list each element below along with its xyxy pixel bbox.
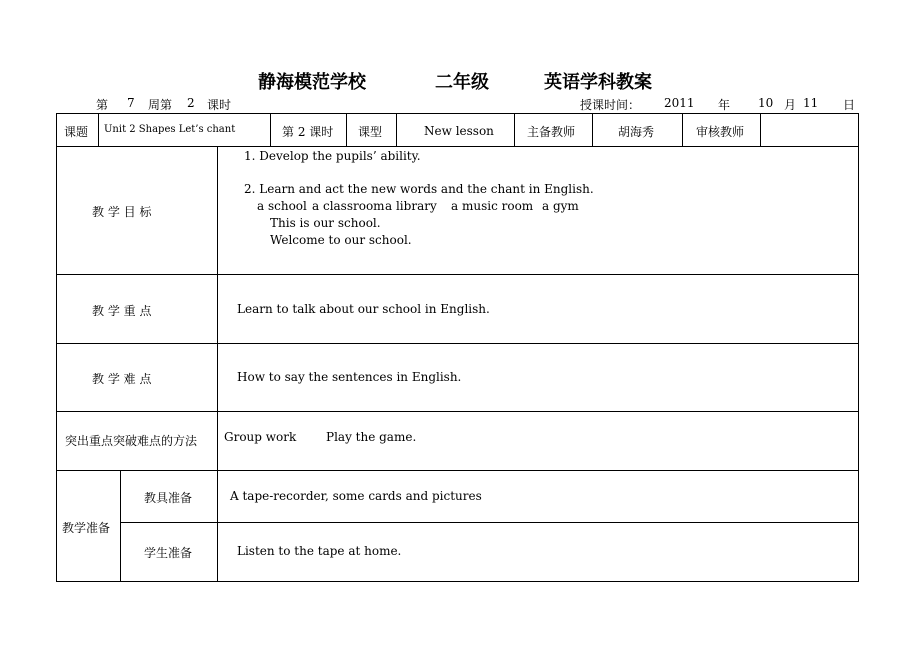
key-points-value: Learn to talk about our school in English.: [237, 302, 490, 316]
week-number: 7: [127, 96, 135, 110]
difficulties-value: How to say the sentences in English.: [237, 370, 462, 384]
table-rule: [56, 274, 859, 275]
table-rule: [270, 113, 271, 146]
table-rule: [56, 113, 57, 582]
objectives-label: 教 学 目 标: [92, 205, 152, 219]
main-teacher-label: 主备教师: [527, 125, 576, 139]
period-value: 第 2 课时: [282, 125, 334, 139]
table-rule: [396, 113, 397, 146]
preparation-label: 教学准备: [62, 521, 111, 535]
table-rule: [120, 522, 859, 523]
date-year-unit: 年: [718, 98, 731, 112]
grade: 二年级: [435, 72, 489, 93]
date-month: 10: [758, 96, 774, 110]
lesson-type-label: 课型: [358, 125, 383, 139]
week-mid: 周第: [148, 98, 173, 112]
lesson-suffix: 课时: [207, 98, 232, 112]
table-rule: [120, 470, 121, 582]
teacher-prep-value: A tape-recorder, some cards and pictures: [230, 489, 482, 503]
difficulties-label: 教 学 难 点: [92, 372, 152, 386]
objective-line-2: 2. Learn and act the new words and the chant in English.: [244, 182, 594, 196]
methods-value-1: Group work: [224, 430, 297, 444]
vocab-word: a gym: [542, 199, 579, 213]
week-prefix: 第: [96, 98, 109, 112]
date-day-unit: 日: [843, 98, 856, 112]
topic-label: 课题: [64, 125, 89, 139]
table-rule: [346, 113, 347, 146]
date-label: 授课时间：: [580, 98, 641, 112]
table-rule: [514, 113, 515, 146]
topic-value: Unit 2 Shapes Let’s chant: [104, 124, 236, 135]
school-name: 静海模范学校: [258, 72, 366, 93]
table-rule: [56, 146, 859, 147]
date-month-unit: 月: [784, 98, 797, 112]
table-rule: [56, 411, 859, 412]
table-rule: [56, 581, 859, 582]
table-rule: [592, 113, 593, 146]
student-prep-label: 学生准备: [144, 546, 193, 560]
date-year: 2011: [664, 96, 695, 110]
table-rule: [682, 113, 683, 146]
table-rule: [858, 113, 859, 582]
table-rule: [98, 113, 99, 146]
main-teacher-value: 胡海秀: [618, 125, 655, 139]
lesson-number: 2: [187, 96, 195, 110]
key-points-label: 教 学 重 点: [92, 304, 152, 318]
methods-label: 突出重点突破难点的方法: [65, 434, 198, 448]
table-rule: [56, 113, 859, 114]
lesson-type-value: New lesson: [424, 124, 494, 138]
objective-sentence-2: Welcome to our school.: [270, 233, 412, 247]
subject-title: 英语学科教案: [544, 72, 652, 93]
vocab-word: a school: [257, 199, 307, 213]
table-rule: [760, 113, 761, 146]
methods-value-2: Play the game.: [326, 430, 417, 444]
table-rule: [56, 343, 859, 344]
vocab-word: a music room: [451, 199, 534, 213]
objective-sentence-1: This is our school.: [270, 216, 381, 230]
table-rule: [217, 146, 218, 582]
vocab-word: a library: [385, 199, 437, 213]
student-prep-value: Listen to the tape at home.: [237, 544, 402, 558]
vocab-word: a classroom: [312, 199, 385, 213]
date-day: 11: [803, 96, 819, 110]
table-rule: [56, 470, 859, 471]
reviewer-label: 审核教师: [696, 125, 745, 139]
teacher-prep-label: 教具准备: [144, 491, 193, 505]
objective-line-1: 1. Develop the pupils’ ability.: [244, 149, 421, 163]
